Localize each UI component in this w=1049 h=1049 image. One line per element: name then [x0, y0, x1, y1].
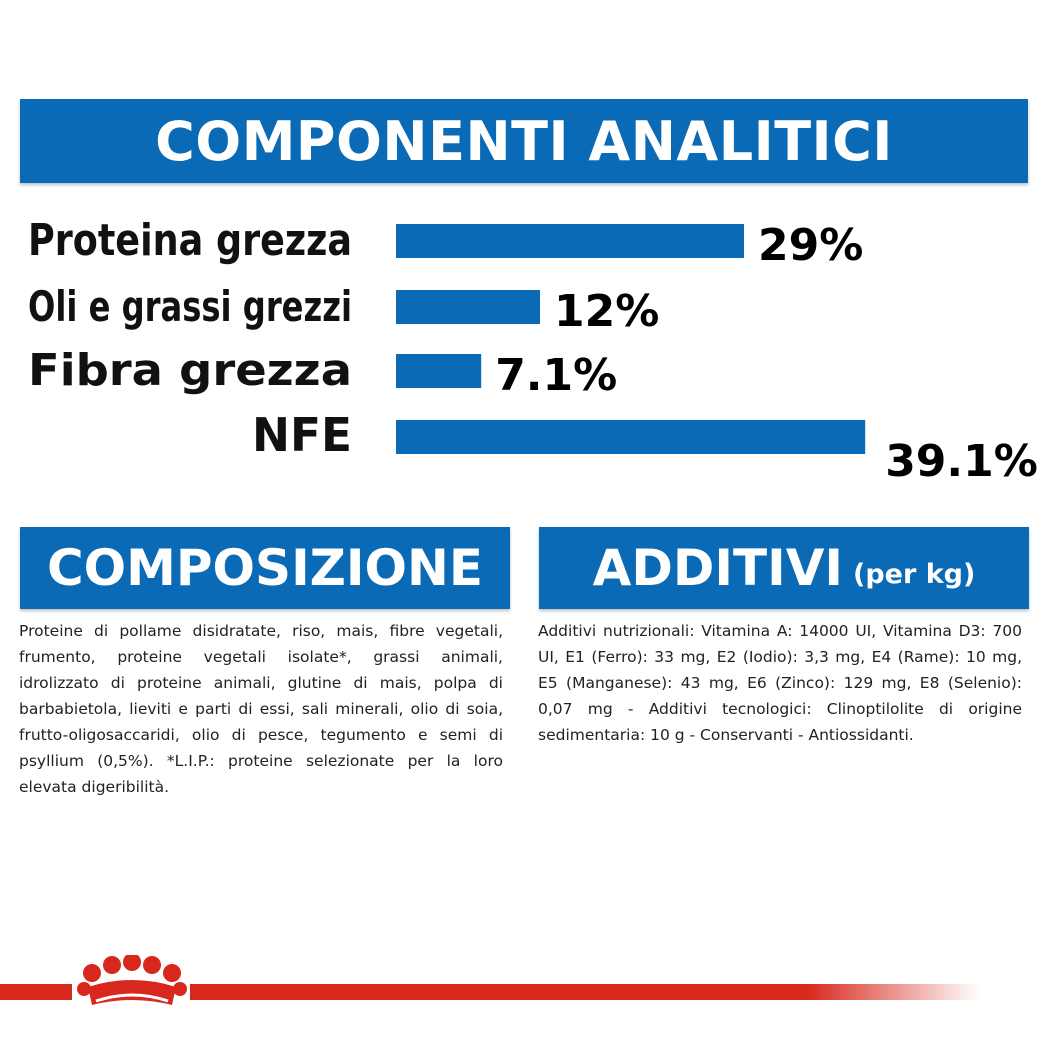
category-label: Fibra grezza: [28, 345, 352, 396]
bar: [396, 354, 481, 388]
bar: [396, 290, 540, 324]
composition-text: Proteine di pollame disidratate, riso, mais, fibre vegetali, frumento, proteine vegetali isolate*, grassi animali, idrolizzato di proteine animali, glutine di mais, polpa di barbabietola, lieviti e parti di essi, sali minerali, olio di soia, frutto-oligosaccaridi, olio di pesce, tegumento e semi di psyllium (0,5%). *L.I.P.: proteine selezionate per la loro elevata digeribilità.: [19, 622, 503, 796]
additives-title: ADDITIVI: [592, 539, 843, 597]
value-label: 7.1%: [495, 350, 618, 401]
bar: [396, 224, 744, 258]
category-label: Proteina grezza: [28, 215, 352, 266]
footer-stripe-left: [0, 984, 72, 1000]
additives-text: Additivi nutrizionali: Vitamina A: 14000 UI, Vitamina D3: 700 UI, E1 (Ferro): 33 mg, E2 (Iodio): 3,3 mg, E4 (Rame): 10 mg, E5 (Manganese): 43 mg, E6 (Zinco): 129 mg, E8 (Selenio): 0,07 mg - Additivi tecnologici: Clinoptilolite di origine sedimentaria: 10 g - Conservanti - Antiossidanti.: [538, 622, 1022, 744]
footer-stripe-right: [190, 984, 980, 1000]
bar: [396, 420, 865, 454]
analytic-components-banner: [20, 99, 1028, 183]
value-label: 39.1%: [885, 436, 1038, 480]
additives-subtitle: (per kg): [853, 558, 976, 590]
royal-canin-crown-icon: [74, 955, 190, 1017]
value-label: 29%: [758, 220, 864, 271]
analytic-components-title: COMPONENTI ANALITICI: [155, 109, 893, 173]
additives-banner: [539, 527, 1029, 609]
composition-banner: [20, 527, 510, 609]
analytic-bar-chart: [0, 200, 1049, 480]
composition-title: COMPOSIZIONE: [46, 539, 484, 597]
category-label: Oli e grassi grezzi: [28, 282, 352, 331]
category-label: NFE: [252, 408, 352, 462]
value-label: 12%: [554, 286, 660, 337]
